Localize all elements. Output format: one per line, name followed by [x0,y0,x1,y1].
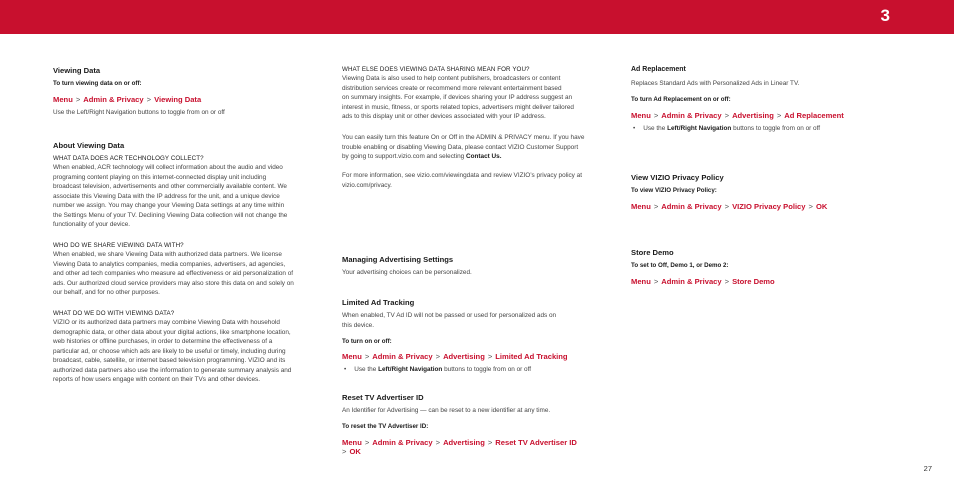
privacy-policy-label: To view VIZIO Privacy Policy: [631,187,717,194]
paragraph-toggle-feature: You can easily turn this feature On or Off in the ADMIN & PRIVACY menu. If you have trouble enabling or disabling Viewing Data, please contact VIZIO Customer Support by going to support.vizio.com and selecting Contact Us. [342,134,585,160]
reset-advertiser-id-label: To reset the TV Advertiser ID: [342,423,429,430]
path-ok[interactable]: OK [349,447,361,456]
path-advertising[interactable]: Advertising [443,438,485,447]
path-advertising[interactable]: Advertising [732,111,774,120]
path-admin-privacy[interactable]: Admin & Privacy [661,277,722,286]
path-menu[interactable]: Menu [631,202,651,211]
path-menu[interactable]: Menu [342,352,362,361]
path-note: Use the Left/Right Navigation buttons to toggle from on or off [53,109,225,116]
managing-advertising-title: Managing Advertising Settings [342,255,454,264]
path-vizio-privacy-policy[interactable]: VIZIO Privacy Policy [732,202,806,211]
menu-path-ad-replacement: Menu > Admin & Privacy > Advertising > Ad Replacement [631,111,844,120]
bullet-dot: • [344,366,347,373]
answer-what-else: Viewing Data is also used to help content publishers, broadcasters or content distribution services create or recommend more relevant entertainment based on summary insights. For example, if devices sharing your IP address suggest an interest in music, fitness, or sports related topics, advertisers might deliver tailored ads to this display unit or other devices associated with your IP address. [342,75,574,120]
menu-path-viewing-data: Menu > Admin & Privacy > Viewing Data [53,95,202,104]
path-admin-privacy[interactable]: Admin & Privacy [661,202,722,211]
store-demo-title: Store Demo [631,248,674,257]
path-menu[interactable]: Menu [53,95,73,104]
bullet-dot: • [633,125,636,132]
path-ad-replacement[interactable]: Ad Replacement [784,111,844,120]
answer-acr-collect: When enabled, ACR technology will collect information about the audio and video programing content playing on this internet-connected display unit including broadcast television, advertisements and other commercially available content. We associate this Viewing Data with the IP address for the unit, and a unique device number we assign. You may change your Viewing Data settings at any time within the Settings Menu of your TV. Declining Viewing Data collection will not change the functionality of your device. [53,164,288,228]
turn-on-off-label-2: To turn on or off: [342,338,392,345]
paragraph-more-info: For more information, see vizio.com/viewingdata and review VIZIO’s privacy policy at vizio.com/privacy. [342,172,582,189]
ad-replacement-label: To turn Ad Replacement on or off: [631,96,731,103]
limited-ad-tracking-title: Limited Ad Tracking [342,298,415,307]
ad-replacement-text: Replaces Standard Ads with Personalized Ads in Linear TV. [631,80,800,87]
path-store-demo[interactable]: Store Demo [732,277,775,286]
path-admin-privacy[interactable]: Admin & Privacy [83,95,144,104]
path-admin-privacy[interactable]: Admin & Privacy [372,438,433,447]
bullet-toggle-ad-replacement: • Use the Left/Right Navigation buttons to toggle from on or off [633,125,821,132]
question-what-else: WHAT ELSE DOES VIEWING DATA SHARING MEAN FOR YOU? [342,66,530,73]
ad-replacement-title: Ad Replacement [631,66,686,73]
path-viewing-data[interactable]: Viewing Data [154,95,202,104]
page-number: 27 [923,464,932,473]
path-ok[interactable]: OK [815,202,828,211]
about-viewing-data-title: About Viewing Data [53,141,125,150]
path-menu[interactable]: Menu [631,277,651,286]
answer-share-with: When enabled, we share Viewing Data with authorized data partners. We license Viewing Data to analytics companies, media companies, advertisers, ad agencies, and other ad tech companies who measure ad effectiveness or aid personalization of ads. Our authorized cloud service providers may also store this data on and solely on our behalf, and for no other purposes. [53,251,294,296]
question-acr-collect: WHAT DATA DOES ACR TECHNOLOGY COLLECT? [53,155,204,162]
question-what-do: WHAT DO WE DO WITH VIEWING DATA? [53,310,175,317]
path-reset-advertiser-id[interactable]: Reset TV Advertiser ID [495,438,577,447]
path-admin-privacy[interactable]: Admin & Privacy [661,111,722,120]
reset-advertiser-id-text: An Identifier for Advertising — can be reset to a new identifier at any time. [342,407,551,414]
path-admin-privacy[interactable]: Admin & Privacy [372,352,433,361]
answer-what-do: VIZIO or its authorized data partners may combine Viewing Data with household demographic data, or other data about your digital actions, like smartphone location, web histories or offline purchases, in order to determine the effectiveness of a particular ad, or choose which ads are likely to be useful or timely, including during broadcast, cable, satellite, or internet based television programming. VIZIO and its authorized data partners also use the information to generate summary analysis and reports of how users engage with content on their TVs and other devices. [53,319,292,383]
menu-path-store-demo: Menu > Admin & Privacy > Store Demo [631,277,775,286]
limited-ad-tracking-text: When enabled, TV Ad ID will not be passed or used for personalized ads on this device. [342,312,557,329]
path-menu[interactable]: Menu [342,438,362,447]
chapter-number: 3 [880,6,890,25]
path-limited-ad-tracking[interactable]: Limited Ad Tracking [495,352,568,361]
viewing-data-title: Viewing Data [53,66,101,75]
store-demo-label: To set to Off, Demo 1, or Demo 2: [631,262,729,269]
path-advertising[interactable]: Advertising [443,352,485,361]
path-menu[interactable]: Menu [631,111,651,120]
turn-on-off-label: To turn viewing data on or off: [53,80,142,87]
question-share-with: WHO DO WE SHARE VIEWING DATA WITH? [53,242,184,249]
contact-us-link[interactable]: Contact Us. [465,153,502,160]
bullet-toggle-limited: • Use the Left/Right Navigation buttons to toggle from on or off [344,366,532,373]
menu-path-reset-advertiser-id: Menu > Admin & Privacy > Advertising > Reset TV Advertiser ID > OK [342,438,577,456]
menu-path-limited-ad-tracking: Menu > Admin & Privacy > Advertising > Limited Ad Tracking [342,352,568,361]
reset-advertiser-id-title: Reset TV Advertiser ID [342,393,424,402]
chapter-banner [0,0,954,34]
menu-path-privacy-policy: Menu > Admin & Privacy > VIZIO Privacy Policy > OK [631,202,828,211]
privacy-policy-title: View VIZIO Privacy Policy [631,173,724,182]
managing-advertising-text: Your advertising choices can be personalized. [342,269,472,276]
